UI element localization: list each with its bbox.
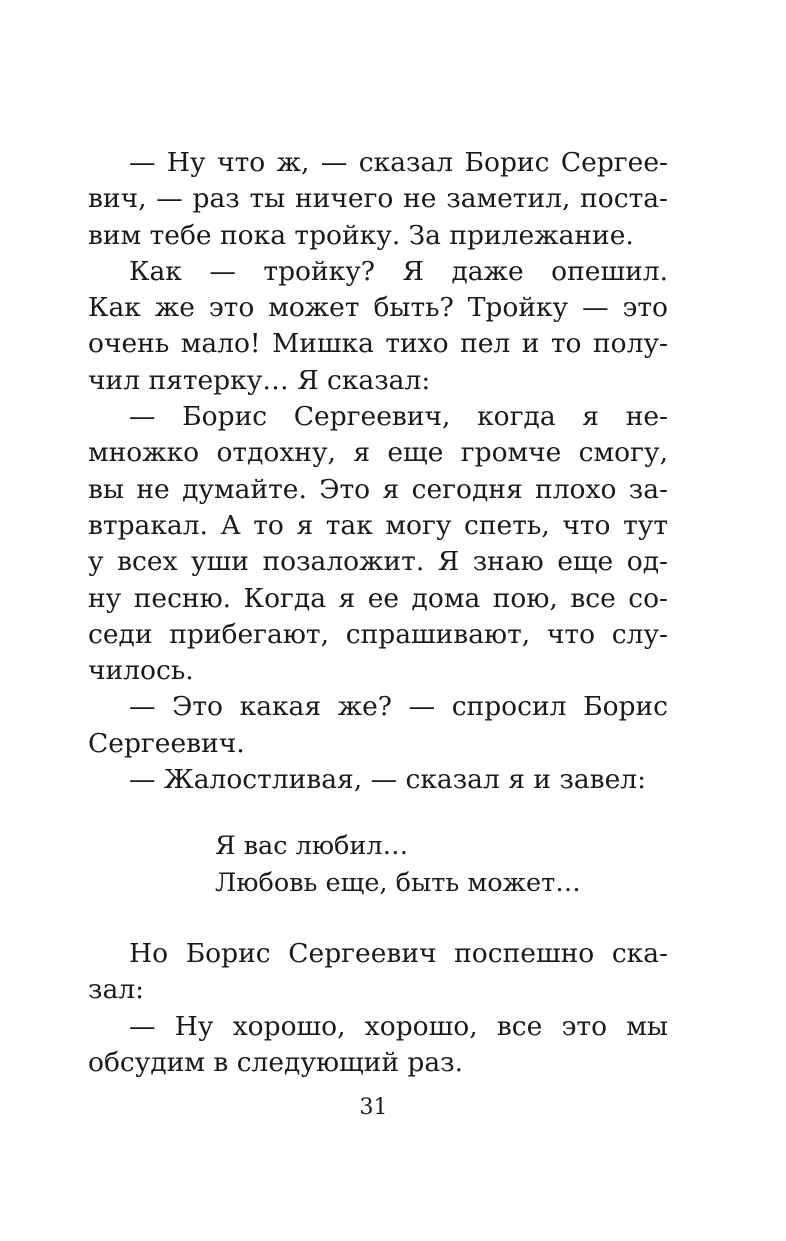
text-line: — Ну хорошо, хорошо, все это мы — [129, 1010, 668, 1042]
text-line: — Борис Сергеевич, когда я не- — [129, 401, 668, 433]
text-line: множко отдохну, я еще громче смогу, — [88, 437, 668, 469]
text-line: ну песню. Когда я ее дома пою, все со- — [88, 582, 668, 614]
text-line: у всех уши позаложит. Я знаю еще од- — [88, 546, 668, 578]
text-line: вы не думайте. Это я сегодня плохо за- — [88, 473, 668, 505]
text-line: обсудим в следующий раз. — [88, 1046, 464, 1078]
text-line: седи прибегают, спрашивают, что слу- — [88, 618, 668, 650]
text-line: — Это какая же? — спросил Борис — [129, 691, 668, 723]
text-line: втракал. А то я так могу спеть, что тут — [88, 509, 668, 541]
text-line: Но Борис Сергеевич поспешно ска- — [129, 938, 668, 969]
text-line: Как же это может быть? Тройку — это — [88, 292, 668, 324]
page-number: 31 — [359, 1095, 388, 1120]
text-line: зал: — [88, 974, 145, 1006]
text-line: Как — тройку? Я даже опешил. — [129, 255, 668, 287]
prose-block-before-verse — [88, 145, 668, 798]
verse-line: Любовь еще, быть может… — [215, 867, 581, 898]
text-line: очень мало! Мишка тихо пел и то полу- — [88, 328, 668, 360]
text-line: вич, — раз ты ничего не заметил, поста- — [88, 183, 668, 215]
text-line: — Ну что ж, — сказал Борис Сергее- — [129, 147, 668, 178]
text-line: — Жалостливая, — сказал я и завел: — [129, 764, 647, 796]
text-line: Сергеевич. — [88, 727, 245, 759]
verse-line: Я вас любил… — [215, 831, 409, 861]
text-line: вим тебе пока тройку. За прилежание. — [88, 219, 634, 251]
song-verse — [215, 828, 581, 901]
prose-block-after-verse — [88, 936, 668, 1081]
text-line: чилось. — [88, 655, 194, 687]
text-line: чил пятерку… Я сказал: — [88, 364, 431, 396]
